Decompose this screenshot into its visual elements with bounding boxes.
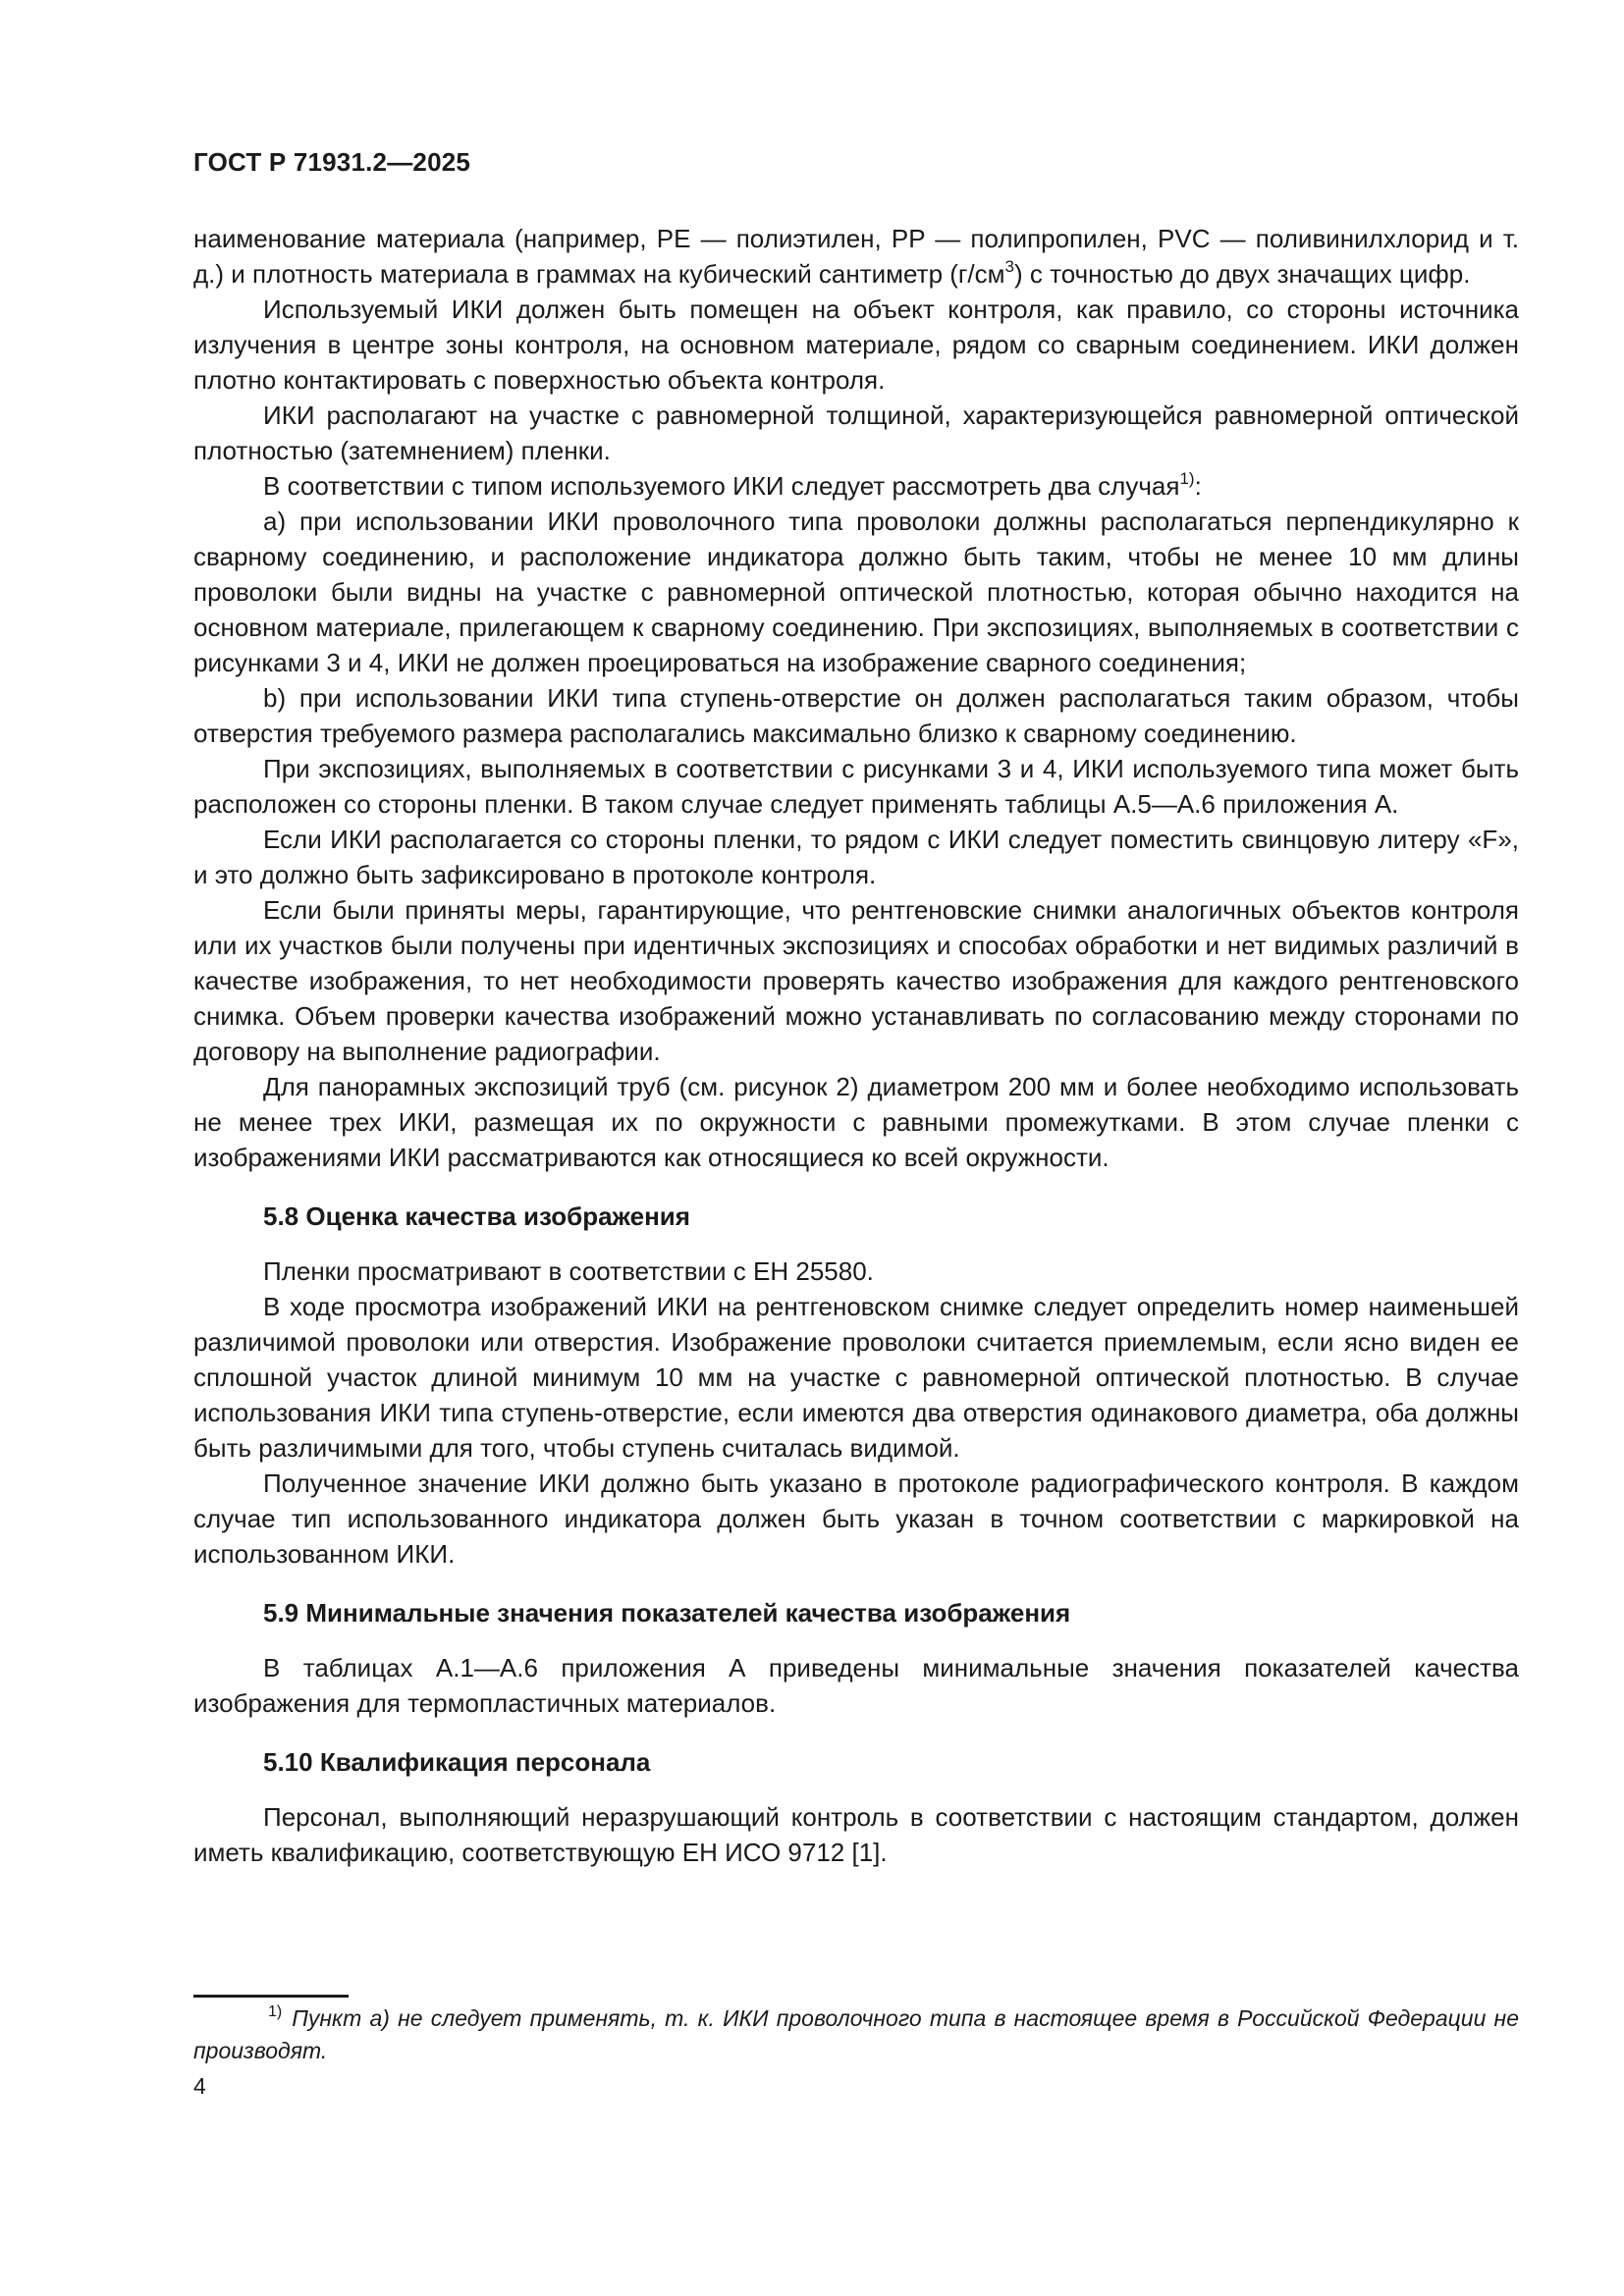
page-number: 4: [193, 2073, 206, 2099]
text: В соответствии с типом используемого ИКИ следует рассмотреть два случая: [263, 471, 1180, 501]
footnote-text: Пункт а) не следует применять, т. к. ИКИ проволочного типа в настоящее время в Российской Федерации не производят.: [193, 2005, 1519, 2063]
paragraph: Персонал, выполняющий неразрушающий контроль в соответствии с настоящим стандартом, должен иметь квалификацию, соответствующую ЕН ИСО 9712 [1].: [193, 1802, 1519, 1867]
paragraph: Если были приняты меры, гарантирующие, что рентгеновские снимки аналогичных объектов контроля или их участков были получены при идентичных экспозициях и способах обработки и нет видимых различий в качестве изображения, то нет необходимости проверять качество изображения для каждого рентгеновского снимка. Объем проверки качества изображений можно устанавливать по согласованию между сторонами по договору на выполнение радиографии.: [193, 895, 1519, 1066]
paragraph: В таблицах А.1—А.6 приложения А приведены минимальные значения показателей качества изображения для термопластичных материалов.: [193, 1653, 1519, 1718]
paragraph: В ходе просмотра изображений ИКИ на рентгеновском снимке следует определить номер наименьшей различимой проволоки или отверстия. Изображение проволоки считается приемлемым, если ясно виден ее сплошной участок длиной минимум 10 мм на участке с равномерной оптической плотностью. В случае использования ИКИ типа ступень-отверстие, если имеются два отверстия одинакового диаметра, оба должны быть различимыми для того, чтобы ступень считалась видимой.: [193, 1292, 1519, 1463]
paragraph: Пленки просматривают в соответствии с ЕН 25580.: [263, 1256, 874, 1286]
footnote-reference[interactable]: 1): [1179, 469, 1195, 488]
paragraph-continuation: [193, 221, 1519, 292]
text: :: [1194, 471, 1202, 501]
paragraph: Полученное значение ИКИ должно быть указано в протоколе радиографического контроля. В каждом случае тип использованного индикатора должен быть указан в точном соответствии с маркировкой на использованном ИКИ.: [193, 1468, 1519, 1569]
footnote: [193, 2002, 1519, 2067]
footnote-divider: [193, 1995, 349, 1998]
section-heading-5-8: 5.8 Оценка качества изображения: [263, 1201, 690, 1231]
document-body: [193, 221, 1519, 1870]
paragraph: При экспозициях, выполняемых в соответствии с рисунками 3 и 4, ИКИ используемого типа может быть расположен со стороны пленки. В таком случае следует применять таблицы А.5—А.6 приложения А.: [193, 754, 1519, 819]
footnote-marker: 1): [268, 2003, 283, 2020]
paragraph: Если ИКИ располагается со стороны пленки, то рядом с ИКИ следует поместить свинцовую литеру «F», и это должно быть зафиксировано в протоколе контроля.: [193, 825, 1519, 889]
document-header: ГОСТ Р 71931.2—2025: [193, 147, 471, 177]
paragraph: Используемый ИКИ должен быть помещен на объект контроля, как правило, со стороны источника излучения в центре зоны контроля, на основном материале, рядом со сварным соединением. ИКИ должен плотно контактировать с поверхностью объекта контроля.: [193, 294, 1519, 395]
paragraph: ИКИ располагают на участке с равномерной толщиной, характеризующейся равномерной оптической плотностью (затемнением) пленки.: [193, 400, 1519, 465]
text: ) с точностью до двух значащих цифр.: [1013, 259, 1471, 289]
paragraph: Для панорамных экспозиций труб (см. рисунок 2) диаметром 200 мм и более необходимо использовать не менее трех ИКИ, размещая их по окружности с равными промежутками. В этом случае пленки с изображениями ИКИ рассматриваются как относящиеся ко всей окружности.: [193, 1072, 1519, 1172]
superscript: 3: [1004, 257, 1014, 276]
list-item-b: b) при использовании ИКИ типа ступень-отверстие он должен располагаться таким образом, чтобы отверстия требуемого размера располагались максимально близко к сварному соединению.: [193, 683, 1519, 748]
text: наименование материала (например, PE — полиэтилен, PP — полипропилен, PVC — поливинилхлорид и т. д.) и плотность материала в граммах на кубический сантиметр (г/см: [193, 224, 1519, 289]
list-item-a: a) при использовании ИКИ проволочного типа проволоки должны располагаться перпендикулярно к сварному соединению, и расположение индикатора должно быть таким, чтобы не менее 10 мм длины проволоки были видны на участке с равномерной оптической плотностью, которая обычно находится на основном материале, прилегающем к сварному соединению. При экспозициях, выполняемых в соответствии с рисунками 3 и 4, ИКИ не должен проецироваться на изображение сварного соединения;: [193, 507, 1519, 677]
section-heading-5-10: 5.10 Квалификация персонала: [263, 1747, 651, 1777]
paragraph: [193, 468, 1519, 504]
section-heading-5-9: 5.9 Минимальные значения показателей качества изображения: [263, 1598, 1071, 1628]
